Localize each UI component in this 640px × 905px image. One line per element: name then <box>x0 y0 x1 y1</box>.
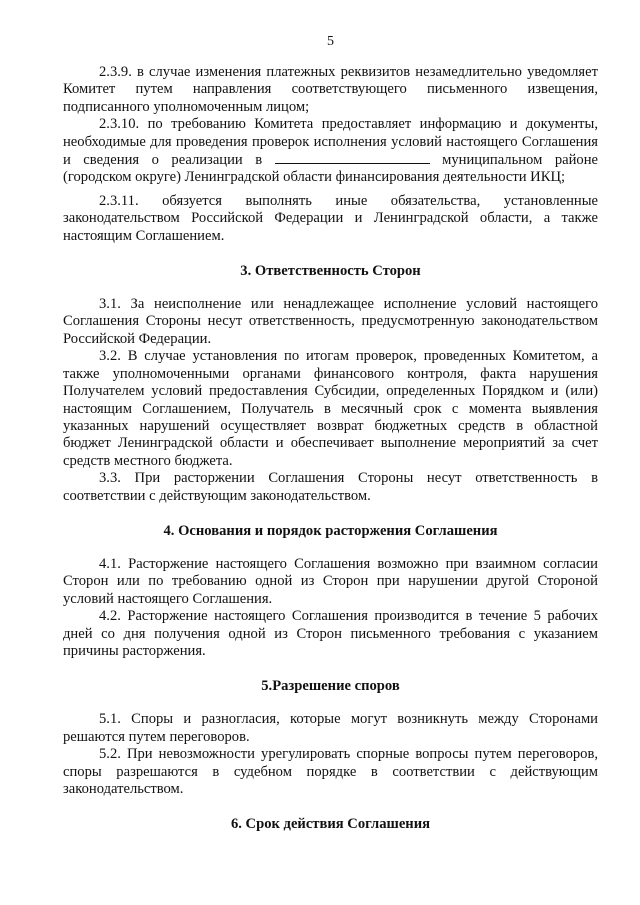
paragraph: 3.1. За неисполнение или ненадлежащее исполнение условий настоящего Соглашения Стороны несут ответственность, предусмотренную законодательством Российской Федерации. <box>63 296 598 347</box>
page-number: 5 <box>327 34 334 49</box>
paragraph: 3.3. При расторжении Соглашения Стороны несут ответственность в соответствии с действующим законодательством. <box>63 470 598 504</box>
section-heading: 5.Разрешение споров <box>261 678 400 695</box>
section-heading: 6. Срок действия Соглашения <box>230 816 431 833</box>
paragraph <box>63 116 598 187</box>
section-heading: 4. Основания и порядок расторжения Соглашения <box>163 522 498 539</box>
section-heading: 3. Ответственность Сторон <box>240 263 421 280</box>
paragraph: 5.1. Споры и разногласия, которые могут возникнуть между Сторонами решаются путем переговоров. <box>63 711 598 745</box>
paragraph: 2.3.11. обязуется выполнять иные обязательства, установленные законодательством Российской Федерации и Ленинградской области, а также настоящим Соглашением. <box>63 192 598 244</box>
paragraph: 5.2. При невозможности урегулировать спорные вопросы путем переговоров, споры разрешаются в судебном порядке в соответствии с действующим законодательством. <box>63 746 598 797</box>
paragraph: 3.2. В случае установления по итогам проверок, проведенных Комитетом, а также уполномоченными органами финансового контроля, факта нарушения Получателем условий предоставления Субсидии, определенных Порядком и (или) настоящим Соглашением, Получатель в месячный срок с момента выявления указанных нарушений осуществляет возврат бюджетных средств в областной бюджет Ленинградской области и обеспечивает выполнение мероприятий за счет средств местного бюджета. <box>63 348 598 469</box>
document-body <box>63 64 598 833</box>
paragraph: 4.1. Расторжение настоящего Соглашения возможно при взаимном согласии Сторон или по требованию одной из Сторон при нарушении другой Стороной условий настоящего Соглашения. <box>63 555 598 607</box>
paragraph-text: муниципальном районе (городском округе) Ленинградской области финансирования деятельности ИКЦ; <box>63 152 598 186</box>
paragraph: 4.2. Расторжение настоящего Соглашения производится в течение 5 рабочих дней со дня получения одной из Сторон письменного требования с указанием причины расторжения. <box>63 608 598 659</box>
paragraph: 2.3.9. в случае изменения платежных реквизитов незамедлительно уведомляет Комитет путем направления соответствующего письменного извещения, подписанного уполномоченным лицом; <box>63 64 598 115</box>
paragraph-text: 2.3.10. по требованию Комитета предоставляет информацию и документы, необходимые для проведения проверок исполнения условий настоящего Соглашения и сведения о реализации в <box>63 116 598 169</box>
blank-line <box>275 151 430 164</box>
